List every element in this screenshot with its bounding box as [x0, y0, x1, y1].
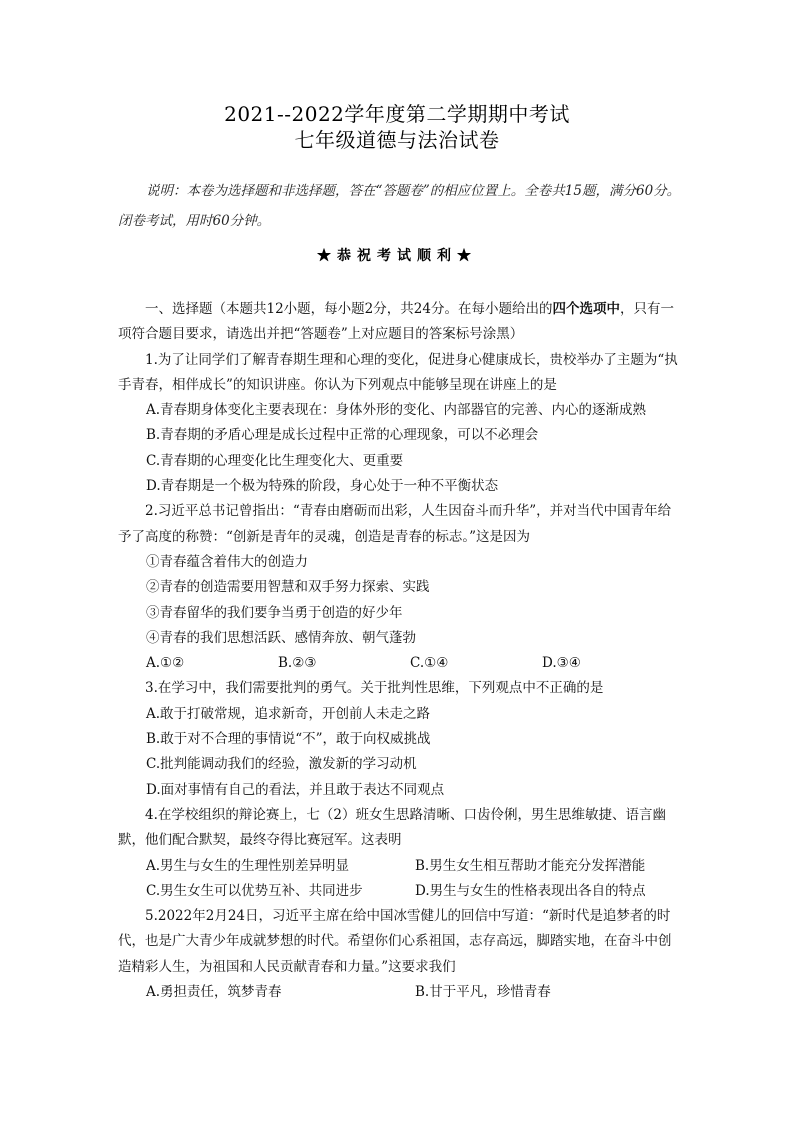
- exam-instructions: 说明：本卷为选择题和非选择题，答在“答题卷”的相应位置上。全卷共15题，满分60分。闭卷考试，用时60分钟。: [118, 183, 681, 229]
- exam-title-subject: 七年级道德与法治试卷: [294, 128, 500, 152]
- question-5-stem: 5.2022年2月24日，习近平主席在给中国冰雪健儿的回信中写道：“新时代是追梦者的时代，也是广大青少年成就梦想的时代。希望你们心系祖国，志存高远，脚踏实地，在奋斗中创造精彩人生，为祖国和人民贡献青春和力量。”这要求我们: [118, 908, 672, 975]
- question-3-option-a: A.敢于打破常规，追求新奇，开创前人未走之路: [146, 705, 431, 722]
- question-2-statement-3: ③青春留华的我们要争当勇于创造的好少年: [146, 604, 403, 621]
- question-4-option-d: D.男生与女生的性格表现出各自的特点: [415, 882, 646, 899]
- question-1-stem: 1.为了让同学们了解青春期生理和心理的变化，促进身心健康成长，贵校举办了主题为“执手青春，相伴成长”的知识讲座。你认为下列观点中能够呈现在讲座上的是: [118, 351, 678, 393]
- section-heading-pre: 一、选择题（本题共12小题，每小题2分，共24分。在每小题给出的: [145, 301, 553, 317]
- exam-content: [118, 297, 684, 1005]
- section-heading-emphasis: 四个选项中: [552, 301, 620, 317]
- question-2-statement-1: ①青春蕴含着伟大的创造力: [146, 553, 308, 570]
- question-3-option-b: B.敢于对不合理的事情说“不”，敢于向权威挑战: [146, 731, 431, 748]
- question-4-options-row-2: [118, 879, 684, 904]
- question-2-option-b: B.②③: [278, 655, 317, 672]
- question-4-option-a: A.男生与女生的生理性别差异明显: [146, 857, 350, 874]
- question-5-option-a: A.勇担责任，筑梦青春: [146, 984, 282, 1001]
- question-2-option-d: D.③④: [542, 655, 581, 672]
- section-heading-post: ，只有一项符合题目要求，请选出并把“答题卷”上对应题目的答案标号涂黑）: [118, 301, 674, 343]
- question-1-option-d: D.青春期是一个极为特殊的阶段，身心处于一种不平衡状态: [146, 478, 499, 495]
- question-3-stem: 3.在学习中，我们需要批判的勇气。关于批判性思维，下列观点中不正确的是: [145, 680, 604, 697]
- question-4-option-b: B.男生女生相互帮助才能充分发挥潜能: [415, 857, 646, 874]
- question-4-option-c: C.男生女生可以优势互补、共同进步: [146, 882, 363, 899]
- question-4-stem: 4.在学校组织的辩论赛上，七（2）班女生思路清晰、口齿伶俐，男生思维敏捷、语言幽默，他们配合默契，最终夺得比赛冠军。这表明: [118, 806, 666, 849]
- question-5-options-row-1: [118, 980, 684, 1005]
- question-2-statement-4: ④青春的我们思想活跃、感情奔放、朝气蓬勃: [146, 629, 416, 646]
- question-2-options: [118, 651, 684, 676]
- question-2-statement-2: ②青春的创造需要用智慧和双手努力探索、实践: [146, 579, 430, 596]
- question-2-option-a: A.①②: [146, 655, 185, 672]
- question-1-option-b: B.青春期的矛盾心理是成长过程中正常的心理现象，可以不必理会: [146, 427, 539, 444]
- question-1-option-c: C.青春期的心理变化比生理变化大、更重要: [146, 452, 404, 469]
- exam-title-year: 2021--2022学年度第二学期期中考试: [224, 102, 570, 126]
- question-1-option-a: A.青春期身体变化主要表现在：身体外形的变化、内部器官的完善、内心的逐渐成熟: [146, 402, 647, 419]
- question-3-option-d: D.面对事情有自己的看法，并且敢于表达不同观点: [146, 781, 445, 798]
- blessing-banner: ★恭祝考试顺利★: [317, 248, 477, 264]
- question-5-option-b: B.甘于平凡，珍惜青春: [415, 984, 551, 1001]
- question-3-option-c: C.批判能调动我们的经验，激发新的学习动机: [146, 756, 417, 773]
- question-4-options-row-1: [118, 854, 684, 879]
- question-2-option-c: C.①④: [410, 655, 449, 672]
- question-2-stem: 2.习近平总书记曾指出：“青春由磨砺而出彩，人生因奋斗而升华”，并对当代中国青年给予了高度的称赞：“创新是青年的灵魂，创造是青春的标志。”这是因为: [118, 503, 672, 545]
- section-heading: [118, 297, 684, 348]
